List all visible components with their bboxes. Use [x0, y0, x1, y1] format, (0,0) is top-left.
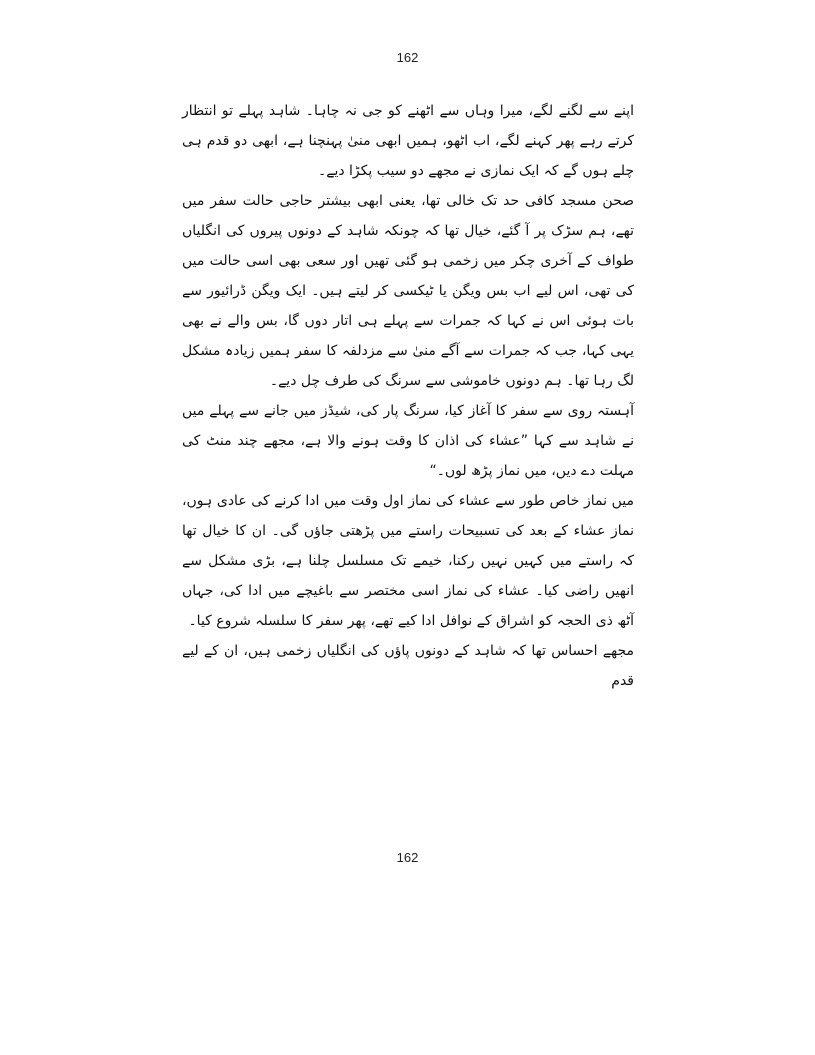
page-number-bottom: 162 — [396, 850, 419, 865]
page-number-top: 162 — [396, 50, 419, 65]
paragraph-4: میں نماز خاص طور سے عشاء کی نماز اول وقت میں ادا کرنے کی عادی ہوں، نماز عشاء کے بعد کی تسبیحات راستے میں پڑھتی جاؤں گی۔ ان کا خیال تھا کہ راستے میں کہیں نہیں رکنا، خیمے تک مسلسل چلنا ہے، بڑی مشکل سے انھیں راضی کیا۔ عشاء کی نماز اسی مختصر سے باغیچے میں ادا کی، جہاں آٹھ ذی الحجہ کو اشراق کے نوافل ادا کیے تھے، پھر سفر کا سلسلہ شروع کیا۔ — [182, 493, 634, 629]
body-text — [182, 96, 634, 696]
paragraph-2: صحن مسجد کافی حد تک خالی تھا، یعنی ابھی بیشتر حاجی حالت سفر میں تھے، ہم سڑک پر آ گئے، خیال تھا کہ چونکہ شاہد کے دونوں پیروں کی انگلیاں طواف کے آخری چکر میں زخمی ہو گئی تھیں اور سعی بھی اسی حالت میں کی تھی، اس لیے اب بس ویگن یا ٹیکسی کر لیتے ہیں۔ ایک ویگن ڈرائیور سے بات ہوئی اس نے کہا کہ جمرات سے پہلے ہی اتار دوں گا، بس والے نے بھی یہی کہا، جب کہ جمرات سے آگے منیٰ سے مزدلفہ کا سفر ہمیں زیادہ مشکل لگ رہا تھا۔ ہم دونوں خاموشی سے سرنگ کی طرف چل دیے۔ — [182, 193, 634, 389]
paragraph-3: آہستہ روی سے سفر کا آغاز کیا، سرنگ پار کی، شیڈز میں جانے سے پہلے میں نے شاہد سے کہا ”عشاء کی اذان کا وقت ہونے والا ہے، مجھے چند منٹ کی مہلت دے دیں، میں نماز پڑھ لوں۔“ — [182, 403, 634, 479]
paragraph-1: اپنے سے لگنے لگے، میرا وہاں سے اٹھنے کو جی نہ چاہا۔ شاہد پہلے تو انتظار کرتے رہے پھر کہنے لگے، اب اٹھو، ہمیں ابھی منیٰ پہنچنا ہے، ابھی دو قدم ہی چلے ہوں گے کہ ایک نمازی نے مجھے دو سیب پکڑا دیے۔ — [182, 103, 634, 179]
paragraph-5: مجھے احساس تھا کہ شاہد کے دونوں پاؤں کی انگلیاں زخمی ہیں، ان کے لیے قدم — [182, 643, 634, 689]
